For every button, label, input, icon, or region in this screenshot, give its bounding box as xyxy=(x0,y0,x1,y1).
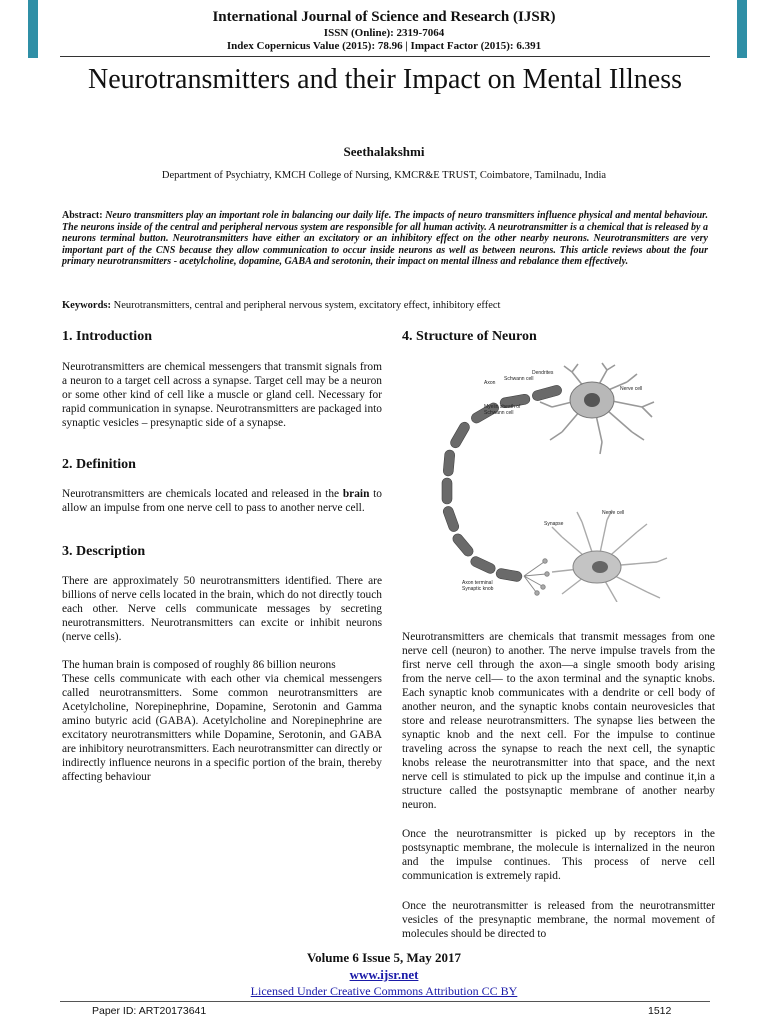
neuron-diagram xyxy=(432,362,672,602)
author: Seethalakshmi xyxy=(343,144,425,159)
label-axon: Axon xyxy=(484,380,496,386)
definition-text-a: Neurotransmitters are chemicals located and released in the xyxy=(62,488,340,500)
index-impact: Index Copernicus Value (2015): 78.96 | Impact Factor (2015): 6.391 xyxy=(226,40,542,52)
description-line: The human brain is composed of roughly 86 billion neurons xyxy=(62,659,336,671)
structure-paragraph-1: Neurotransmitters are chemicals that transmit messages from one nerve cell (neuron) to another. The nerve impulse travels from the first nerve cell through the axon—a single smooth body arising from the nerve cell— to the axon terminal and the synaptic knobs. Each synaptic knob communicates with a dendrite or cell body of another neuron, and the synaptic knobs contain neurovesicles that store and release neurotransmitters. The synapse lies between the synaptic knob and the next cell. For the impulse to continue traveling across the synapse to reach the next cell, the synaptic knobs release the neurotransmitter into that space, and the next nerve cell is stimulated to pick up the impulse and continue it,in a structure called the postsynaptic membrane of another nearby neuron. xyxy=(402,631,715,811)
affiliation: Department of Psychiatry, KMCH College of Nursing, KMCR&E TRUST, Coimbatore, Tamilnadu, India xyxy=(161,170,607,181)
label-dendrites: Dendrites xyxy=(532,370,554,376)
neuron-illustration xyxy=(442,363,667,602)
paper-id: Paper ID: ART20173641 xyxy=(92,1005,207,1017)
footer-rule xyxy=(60,1001,710,1002)
footer-url-link[interactable]: www.ijsr.net xyxy=(349,967,419,982)
structure-paragraph-2: Once the neurotransmitter is picked up by receptors in the postsynaptic membrane, the molecule is internalized in the neuron and the impulse continues. This process of nerve cell communication is extremely rapid. xyxy=(402,828,715,882)
footer-volume: Volume 6 Issue 5, May 2017 xyxy=(306,950,462,965)
keywords-label: Keywords: xyxy=(62,300,111,311)
keywords xyxy=(62,300,708,311)
structure-paragraph-3: Once the neurotransmitter is released from the neurotransmitter vesicles of the presynaptic membrane, the normal movement of molecules should be directed to xyxy=(402,900,715,940)
journal-name: International Journal of Science and Research (IJSR) xyxy=(212,9,556,25)
label-myelin-2: Schwann cell xyxy=(484,410,514,416)
label-synaptic-knob: Synaptic knob xyxy=(462,586,494,592)
label-axon-terminal: Axon terminal xyxy=(462,580,493,586)
page-number: 1512 xyxy=(648,1005,672,1017)
abstract-text: Neuro transmitters play an important role in balancing our daily life. The impacts of neuro transmitters influence physical and mental behaviour. The neurons inside of the central and peripheral nervous system are responsible for all human activity. A neurotransmitter is a chemical that is released by a neurons terminal button. Neurotransmitters have either an excitatory or an inhibitory effect on the other nearby neurons. Neurotransmitters are very important part of the CNS because they allow communication to occur inside neurons as well as between neurons. This article reviews about the four primary neurotransmitters - acetylcholine, dopamine, GABA and serotonin, their impact on mental illness and rebalance them effectively. xyxy=(62,210,708,268)
intro-heading: 1. Introduction xyxy=(62,329,152,344)
label-nerve-cell-top: Nerve cell xyxy=(620,386,643,392)
intro-paragraph: Neurotransmitters are chemical messengers that transmit signals from a neuron to a target cell across a synapse. Target cell may be a neuron or some other kind of cell like a muscle or gland cell. Necessary for rapid communication in synapse. Neurotransmitters are packaged into synaptic vesicles – presynaptic side of a synapse. xyxy=(62,361,382,429)
abstract xyxy=(62,210,708,268)
structure-heading: 4. Structure of Neuron xyxy=(402,329,537,344)
definition-paragraph xyxy=(62,487,382,515)
paper-title: Neurotransmitters and their Impact on Mental Illness xyxy=(87,64,683,95)
definition-bold-brain: brain xyxy=(342,488,370,500)
issn: ISSN (Online): 2319-7064 xyxy=(323,27,445,39)
definition-text-b: to allow an impulse from one nerve cell to pass to another nerve cell. xyxy=(62,488,382,514)
footer-license-link[interactable]: Licensed Under Creative Commons Attribution CC BY xyxy=(250,984,518,998)
description-heading: 3. Description xyxy=(62,544,146,559)
label-myelin: Myelin sheath of xyxy=(484,404,521,410)
abstract-label: Abstract: xyxy=(62,210,103,221)
keywords-text: Neurotransmitters, central and peripheral nervous system, excitatory effect, inhibitory effect xyxy=(113,300,501,311)
label-nerve-cell-bottom: Nerve cell xyxy=(602,510,625,516)
header-rule xyxy=(60,56,710,57)
description-paragraph-1: There are approximately 50 neurotransmitters identified. There are billions of nerve cells located in the brain, which do not directly touch each other. Nerve cells communicate messages by secreting neurotransmitters. Neurotransmitters can excite or inhibit neurons (nerve cells). xyxy=(62,575,382,643)
label-synapse: Synapse xyxy=(544,521,564,527)
label-schwann-cell: Schwann cell xyxy=(504,376,534,382)
definition-heading: 2. Definition xyxy=(62,457,136,472)
description-paragraph-2: These cells communicate with each other via chemical messengers called neurotransmitters. Some common neurotransmitters are Acetylcholine, Norepinephrine, Dopamine, Serotonin and Gamma amino butyric acid (GABA). Acetylcholine and Norepinephrine are excitatory neurotransmitters while Dopamine, Serotonin, and GABA are inhibitory neurotransmitters. Each neurotransmitter can directly or indirectly influence neurons in a specific portion of the brain, thereby affecting behaviour xyxy=(62,673,382,783)
